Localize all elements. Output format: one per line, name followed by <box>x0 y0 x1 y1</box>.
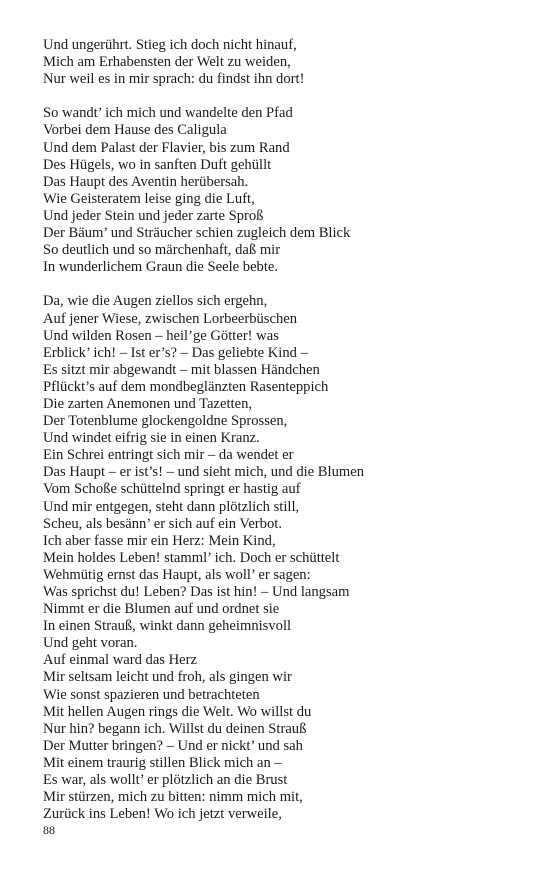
verse-line: Es sitzt mir abgewandt – mit blassen Händchen <box>43 361 320 378</box>
verse-line: Und windet eifrig sie in einen Kranz. <box>43 430 260 447</box>
verse-line: Und geht voran. <box>43 635 138 652</box>
verse-line: So wandt’ ich mich und wandelte den Pfad <box>43 105 293 122</box>
stanza-break <box>43 88 513 105</box>
verse-line: Das Haupt des Aventin herübersah. <box>43 173 249 190</box>
verse-line: Nur hin? begann ich. Willst du deinen Strauß <box>43 720 307 737</box>
verse-line: Nur weil es in mir sprach: du findst ihn dort! <box>43 71 305 88</box>
verse-line: Und dem Palast der Flavier, bis zum Rand <box>43 139 290 156</box>
stanza-break <box>43 276 513 293</box>
verse-line: Es war, als wollt’ er plötzlich an die Brust <box>43 772 288 789</box>
verse-line: Der Mutter bringen? – Und er nickt’ und sah <box>43 737 303 754</box>
verse-line: Das Haupt – er ist’s! – und sieht mich, und die Blumen <box>43 464 365 481</box>
verse-line: Ein Schrei entringt sich mir – da wendet er <box>43 447 294 464</box>
verse-line: Mit hellen Augen rings die Welt. Wo willst du <box>43 703 312 720</box>
verse-line: Vom Schoße schüttelnd springt er hastig auf <box>43 481 301 498</box>
verse-line: Da, wie die Augen ziellos sich ergehn, <box>43 293 268 310</box>
verse-line: Mich am Erhabensten der Welt zu weiden, <box>43 54 291 71</box>
verse-line: Des Hügels, wo in sanften Duft gehüllt <box>43 156 272 173</box>
verse-line: Und wilden Rosen – heil’ge Götter! was <box>43 327 279 344</box>
verse-line: Wie sonst spazieren und betrachteten <box>43 686 260 703</box>
verse-line: Pflückt’s auf dem mondbeglänzten Rasenteppich <box>43 378 329 395</box>
verse-line: Was sprichst du! Leben? Das ist hin! – Und langsam <box>43 584 350 600</box>
verse-line: Mir seltsam leicht und froh, als gingen wir <box>43 669 292 686</box>
verse-line: In einen Strauß, winkt dann geheimnisvoll <box>43 618 292 635</box>
verse-line: Zurück ins Leben! Wo ich jetzt verweile, <box>43 806 282 823</box>
verse-line: Vorbei dem Hause des Caligula <box>43 122 227 139</box>
verse-line: Mit einem traurig stillen Blick mich an – <box>43 754 282 771</box>
verse-line: Scheu, als besänn’ er sich auf ein Verbot. <box>43 515 282 532</box>
poem-stanzas <box>43 37 513 823</box>
verse-line: Und ungerührt. Stieg ich doch nicht hinauf, <box>43 37 297 53</box>
verse-line: Die zarten Anemonen und Tazetten, <box>43 395 253 412</box>
verse-line: Mein holdes Leben! stamml’ ich. Doch er schüttelt <box>43 549 340 566</box>
verse-line: So deutlich und so märchenhaft, daß mir <box>43 242 281 259</box>
verse-line: Wie Geisteratem leise ging die Luft, <box>43 190 255 207</box>
verse-line: Der Totenblume glockengoldne Sprossen, <box>43 413 288 430</box>
verse-line: Auf jener Wiese, zwischen Lorbeerbüschen <box>43 310 298 327</box>
verse-line: Auf einmal ward das Herz <box>43 652 197 669</box>
stanza <box>43 105 513 276</box>
verse-line: Erblick’ ich! – Ist er’s? – Das geliebte Kind – <box>43 344 308 361</box>
verse-line: Ich aber fasse mir ein Herz: Mein Kind, <box>43 532 276 549</box>
stanza <box>43 293 513 823</box>
verse-line: Und jeder Stein und jeder zarte Sproß <box>43 207 264 224</box>
verse-line: Mir stürzen, mich zu bitten: nimm mich mit, <box>43 789 303 806</box>
verse-line: In wunderlichem Graun die Seele bebte. <box>43 259 279 276</box>
stanza <box>43 37 513 88</box>
verse-line: Nimmt er die Blumen auf und ordnet sie <box>43 601 280 618</box>
page-number: 88 <box>43 823 55 837</box>
poem-text <box>43 37 513 823</box>
verse-line: Wehmütig ernst das Haupt, als woll’ er sagen: <box>43 566 311 583</box>
verse-line: Der Bäum’ und Sträucher schien zugleich dem Blick <box>43 225 351 242</box>
verse-line: Und mir entgegen, steht dann plötzlich still, <box>43 498 300 515</box>
